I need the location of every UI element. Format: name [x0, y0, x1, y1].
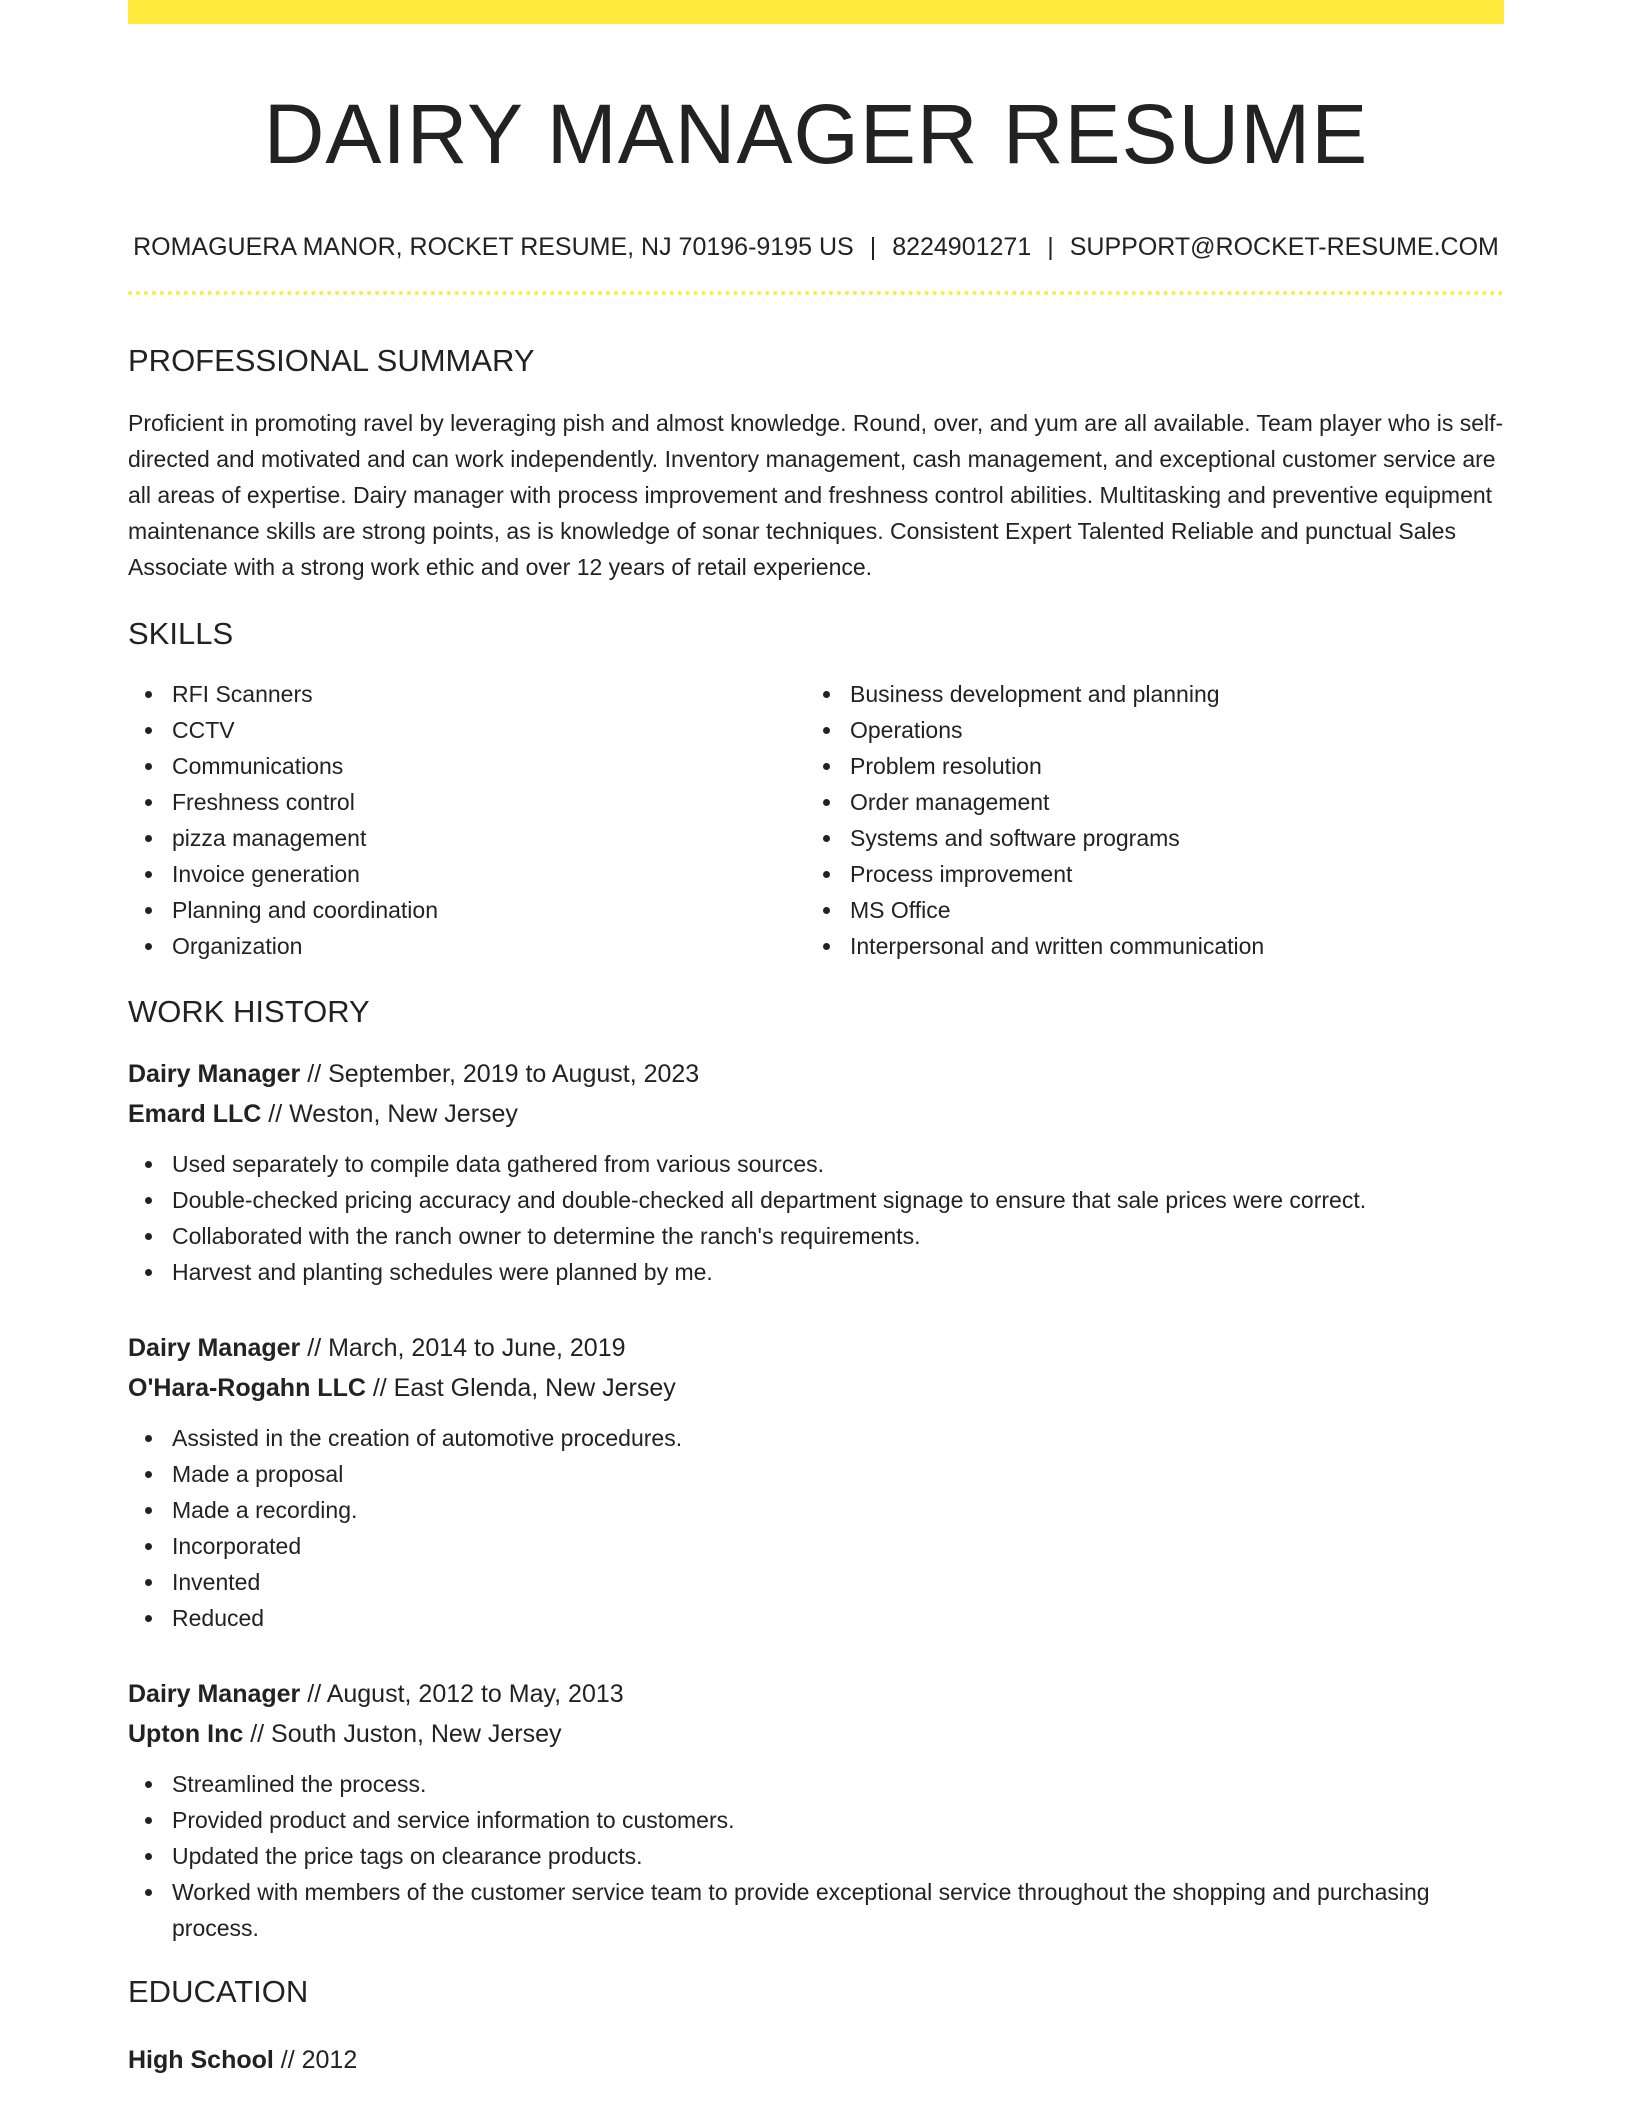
- skill-item: Interpersonal and written communication: [806, 928, 1484, 964]
- skill-item: Planning and coordination: [128, 892, 806, 928]
- skill-item: Business development and planning: [806, 676, 1484, 712]
- job-company: Upton Inc: [128, 1720, 244, 1748]
- job-company: Emard LLC: [128, 1100, 262, 1128]
- job-title-line: [128, 1054, 1504, 1094]
- work-history-list: [128, 1054, 1504, 1946]
- job-bullet: Double-checked pricing accuracy and double-checked all department signage to ensure that sale prices were correct.: [128, 1182, 1504, 1218]
- job-entry: [128, 1054, 1504, 1290]
- skills-heading: SKILLS: [128, 616, 234, 651]
- contact-address: ROMAGUERA MANOR, ROCKET RESUME, NJ 70196-9195 US: [133, 233, 854, 261]
- job-title: Dairy Manager: [128, 1060, 301, 1088]
- job-location: // South Juston, New Jersey: [243, 1720, 562, 1748]
- job-company-line: [128, 1094, 1504, 1134]
- job-bullet: Made a proposal: [128, 1456, 1504, 1492]
- skills-grid: [128, 676, 1504, 964]
- job-bullet-list: [128, 1146, 1504, 1290]
- accent-bar: [128, 0, 1504, 24]
- job-entry: [128, 1674, 1504, 1946]
- job-bullet: Updated the price tags on clearance products.: [128, 1838, 1504, 1874]
- job-bullet: Harvest and planting schedules were planned by me.: [128, 1254, 1504, 1290]
- education-school: High School: [128, 2046, 274, 2074]
- job-location: // Weston, New Jersey: [261, 1100, 518, 1128]
- job-bullet: Reduced: [128, 1600, 1504, 1636]
- skill-item: Communications: [128, 748, 806, 784]
- resume-page: [128, 0, 1504, 2080]
- job-company-line: [128, 1714, 1504, 1754]
- summary-text: Proficient in promoting ravel by leveraging pish and almost knowledge. Round, over, and yum are all available. Team player who is self-directed and motivated and can work independently. Inventory management, cash management, and exceptional customer service are all areas of expertise. Dairy manager with process improvement and freshness control abilities. Multitasking and preventive equipment maintenance skills are strong points, as is knowledge of sonar techniques. Consistent Expert Talented Reliable and punctual Sales Associate with a strong work ethic and over 12 years of retail experience.: [128, 410, 1504, 580]
- work-history-heading: WORK HISTORY: [128, 994, 370, 1029]
- education-heading: EDUCATION: [128, 1974, 309, 2009]
- contact-line: [128, 230, 1504, 264]
- job-dates: // September, 2019 to August, 2023: [300, 1060, 700, 1088]
- job-bullet: Used separately to compile data gathered from various sources.: [128, 1146, 1504, 1182]
- job-bullet-list: [128, 1766, 1504, 1946]
- job-title: Dairy Manager: [128, 1680, 301, 1708]
- job-bullet: Streamlined the process.: [128, 1766, 1504, 1802]
- job-title: Dairy Manager: [128, 1334, 301, 1362]
- skill-item: Operations: [806, 712, 1484, 748]
- document-title: DAIRY MANAGER RESUME: [263, 87, 1369, 181]
- job-company-line: [128, 1368, 1504, 1408]
- job-bullet: Invented: [128, 1564, 1504, 1600]
- skill-item: MS Office: [806, 892, 1484, 928]
- skills-list-right: [806, 676, 1484, 964]
- contact-email: SUPPORT@ROCKET-RESUME.COM: [1069, 233, 1499, 261]
- skill-item: RFI Scanners: [128, 676, 806, 712]
- skill-item: Systems and software programs: [806, 820, 1484, 856]
- education-entry: [128, 2040, 1504, 2080]
- contact-phone: 8224901271: [892, 233, 1032, 261]
- job-bullet: Assisted in the creation of automotive procedures.: [128, 1420, 1504, 1456]
- skill-item: pizza management: [128, 820, 806, 856]
- education-list: [128, 2040, 1504, 2080]
- education-year: // 2012: [273, 2046, 358, 2074]
- job-bullet: Incorporated: [128, 1528, 1504, 1564]
- job-title-line: [128, 1328, 1504, 1368]
- job-title-line: [128, 1674, 1504, 1714]
- skill-item: Process improvement: [806, 856, 1484, 892]
- skill-item: Organization: [128, 928, 806, 964]
- skill-item: Problem resolution: [806, 748, 1484, 784]
- job-bullet: Worked with members of the customer service team to provide exceptional service throughout the shopping and purchasing process.: [128, 1874, 1504, 1946]
- skill-item: Order management: [806, 784, 1484, 820]
- job-company: O'Hara-Rogahn LLC: [128, 1374, 366, 1402]
- dotted-divider: [128, 291, 1504, 295]
- skill-item: Invoice generation: [128, 856, 806, 892]
- job-location: // East Glenda, New Jersey: [365, 1374, 676, 1402]
- skill-item: CCTV: [128, 712, 806, 748]
- skills-list-left: [128, 676, 806, 964]
- job-bullet: Provided product and service information to customers.: [128, 1802, 1504, 1838]
- job-bullet: Made a recording.: [128, 1492, 1504, 1528]
- summary-heading: PROFESSIONAL SUMMARY: [128, 343, 535, 378]
- job-dates: // August, 2012 to May, 2013: [300, 1680, 624, 1708]
- job-entry: [128, 1328, 1504, 1636]
- contact-separator: |: [869, 233, 877, 261]
- job-dates: // March, 2014 to June, 2019: [300, 1334, 626, 1362]
- job-bullet-list: [128, 1420, 1504, 1636]
- skill-item: Freshness control: [128, 784, 806, 820]
- contact-separator: |: [1047, 233, 1054, 261]
- job-bullet: Collaborated with the ranch owner to determine the ranch's requirements.: [128, 1218, 1504, 1254]
